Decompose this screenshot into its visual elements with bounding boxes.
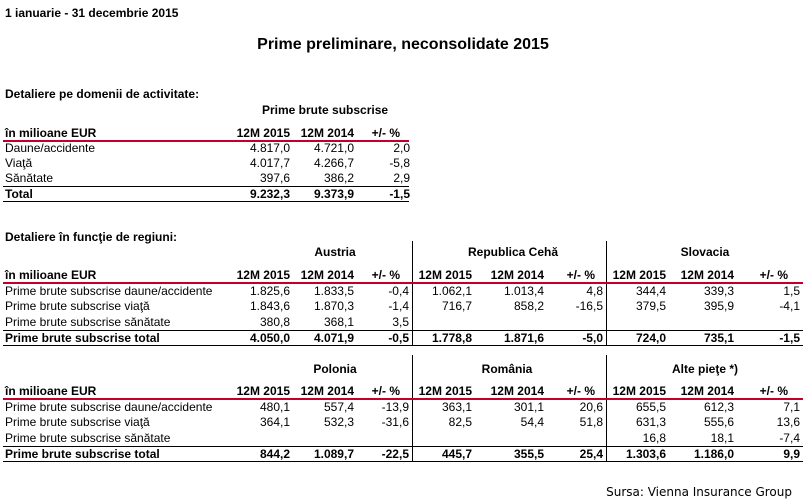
row-label: Prime brute subscrise viaţă [5,415,150,429]
domains-cell-change: -5,8 [389,156,410,170]
domains-bottom-rule [3,201,409,202]
cell-2015: 364,1 [259,415,290,429]
cell-2015: 16,8 [642,431,666,445]
source-note: Sursa: Vienna Insurance Group [606,485,792,499]
domains-cell-2014: 4.721,0 [313,141,354,155]
cell-2014: 1.870,3 [313,299,354,313]
cell-change: -7,4 [779,431,800,445]
domains-col-2015: 12M 2015 [236,126,290,140]
domains-cell-2015: 4.817,0 [249,141,290,155]
regions-unit-label: în milioane EUR [5,384,97,398]
total-change: -1,5 [779,331,800,345]
col-2014: 12M 2014 [490,268,544,282]
cell-2015: 344,4 [635,284,666,298]
regions-heading: Detaliere în funcţie de regiuni: [5,230,178,244]
domains-row-label: Sănătate [5,171,54,185]
domains-cell-2014: 4.266,7 [313,156,354,170]
cell-2015: 1.062,1 [431,284,472,298]
total-2015: 844,2 [259,447,290,461]
domains-row-label: Daune/accidente [5,141,96,155]
region-name-slovakia: Slovacia [680,245,730,259]
col-change: +/- % [371,268,400,282]
total-2015: 445,7 [441,447,472,461]
col-2014: 12M 2014 [490,384,544,398]
cell-2015: 82,5 [448,415,472,429]
cell-2015: 716,7 [441,299,472,313]
total-change: -22,5 [381,447,409,461]
domains-row-label: Viaţă [5,156,33,170]
total-2014: 1.186,0 [693,447,734,461]
regions-bottom-rule-2 [3,461,803,462]
domains-cell-2015: 397,6 [259,171,290,185]
domains-heading: Detaliere pe domenii de activitate: [5,87,200,101]
cell-change: -4,1 [779,299,800,313]
col-2014: 12M 2014 [300,268,354,282]
total-2014: 355,5 [513,447,544,461]
cell-2015: 655,5 [635,400,666,414]
cell-change: 1,5 [783,284,800,298]
total-change: 9,9 [783,447,800,461]
cell-2014: 301,1 [513,400,544,414]
total-2015: 1.778,8 [431,331,472,345]
total-change: 25,4 [579,447,603,461]
total-2015: 4.050,0 [249,331,290,345]
total-2014: 1.871,6 [503,331,544,345]
col-change: +/- % [566,268,595,282]
cell-2015: 380,8 [259,315,290,329]
total-row-label: Prime brute subscrise total [5,331,160,345]
cell-change: 20,6 [579,400,603,414]
row-label: Prime brute subscrise daune/accidente [5,400,213,414]
cell-2014: 339,3 [703,284,734,298]
col-2015: 12M 2015 [418,268,472,282]
cell-change: 3,5 [392,315,409,329]
total-2015: 1.303,6 [625,447,666,461]
cell-2014: 858,2 [513,299,544,313]
cell-change: -0,4 [388,284,409,298]
col-change: +/- % [371,384,400,398]
cell-change: 51,8 [579,415,603,429]
cell-change: -13,9 [381,400,409,414]
col-2015: 12M 2015 [236,384,290,398]
cell-2014: 557,4 [323,400,354,414]
total-2014: 1.089,7 [313,447,354,461]
period-label: 1 ianuarie - 31 decembrie 2015 [5,6,179,20]
domains-cell-change: 2,9 [393,171,410,185]
cell-change: 4,8 [586,284,603,298]
region-name-romania: România [481,362,533,376]
domains-unit-label: în milioane EUR [5,126,97,140]
region-name-austria: Austria [314,245,356,259]
cell-change: 13,6 [776,415,800,429]
cell-2015: 1.843,6 [249,299,290,313]
cell-2015: 631,3 [635,415,666,429]
cell-2015: 363,1 [441,400,472,414]
col-2014: 12M 2014 [300,384,354,398]
domains-total-2014: 9.373,9 [313,187,354,201]
domains-cell-2015: 4.017,7 [249,156,290,170]
regions-unit-label: în milioane EUR [5,268,97,282]
cell-2015: 480,1 [259,400,290,414]
cell-change: -1,4 [388,299,409,313]
domains-col-change: +/- % [371,126,400,140]
region-name-czech: Republica Cehă [467,245,559,259]
domains-total-2015: 9.232,3 [249,187,290,201]
domains-total-label: Total [5,187,33,201]
col-2015: 12M 2015 [236,268,290,282]
domains-cell-change: 2,0 [393,141,410,155]
domains-col-2014: 12M 2014 [300,126,354,140]
row-label: Prime brute subscrise viaţă [5,299,150,313]
cell-change: -16,5 [575,299,603,313]
region-name-poland: Polonia [313,362,357,376]
col-2015: 12M 2015 [612,268,666,282]
cell-2014: 1.013,4 [503,284,544,298]
col-change: +/- % [759,384,788,398]
cell-2014: 54,4 [520,415,544,429]
total-2014: 4.071,9 [313,331,354,345]
row-label: Prime brute subscrise daune/accidente [5,284,213,298]
row-label: Prime brute subscrise sănătate [5,315,171,329]
col-change: +/- % [759,268,788,282]
cell-2014: 555,6 [703,415,734,429]
page-title: Prime preliminare, neconsolidate 2015 [257,36,549,53]
domains-total-change: -1,5 [389,187,410,201]
total-2015: 724,0 [635,331,666,345]
cell-2014: 612,3 [703,400,734,414]
cell-2014: 395,9 [703,299,734,313]
cell-2015: 1.825,6 [249,284,290,298]
cell-2014: 368,1 [323,315,354,329]
total-change: -0,5 [388,331,409,345]
cell-change: 7,1 [783,400,800,414]
col-2015: 12M 2015 [612,384,666,398]
domains-group-label: Prime brute subscrise [262,103,389,117]
col-change: +/- % [566,384,595,398]
cell-2014: 18,1 [710,431,734,445]
regions-bottom-rule-1 [3,345,803,346]
col-2014: 12M 2014 [680,384,734,398]
total-change: -5,0 [582,331,603,345]
cell-2015: 379,5 [635,299,666,313]
col-2014: 12M 2014 [680,268,734,282]
cell-2014: 532,3 [323,415,354,429]
col-2015: 12M 2015 [418,384,472,398]
total-row-label: Prime brute subscrise total [5,447,160,461]
region-name-other-markets: Alte pieţe *) [671,362,738,376]
row-label: Prime brute subscrise sănătate [5,431,171,445]
cell-2014: 1.833,5 [313,284,354,298]
domains-cell-2014: 386,2 [323,171,354,185]
cell-change: -31,6 [381,415,409,429]
total-2014: 735,1 [703,331,734,345]
